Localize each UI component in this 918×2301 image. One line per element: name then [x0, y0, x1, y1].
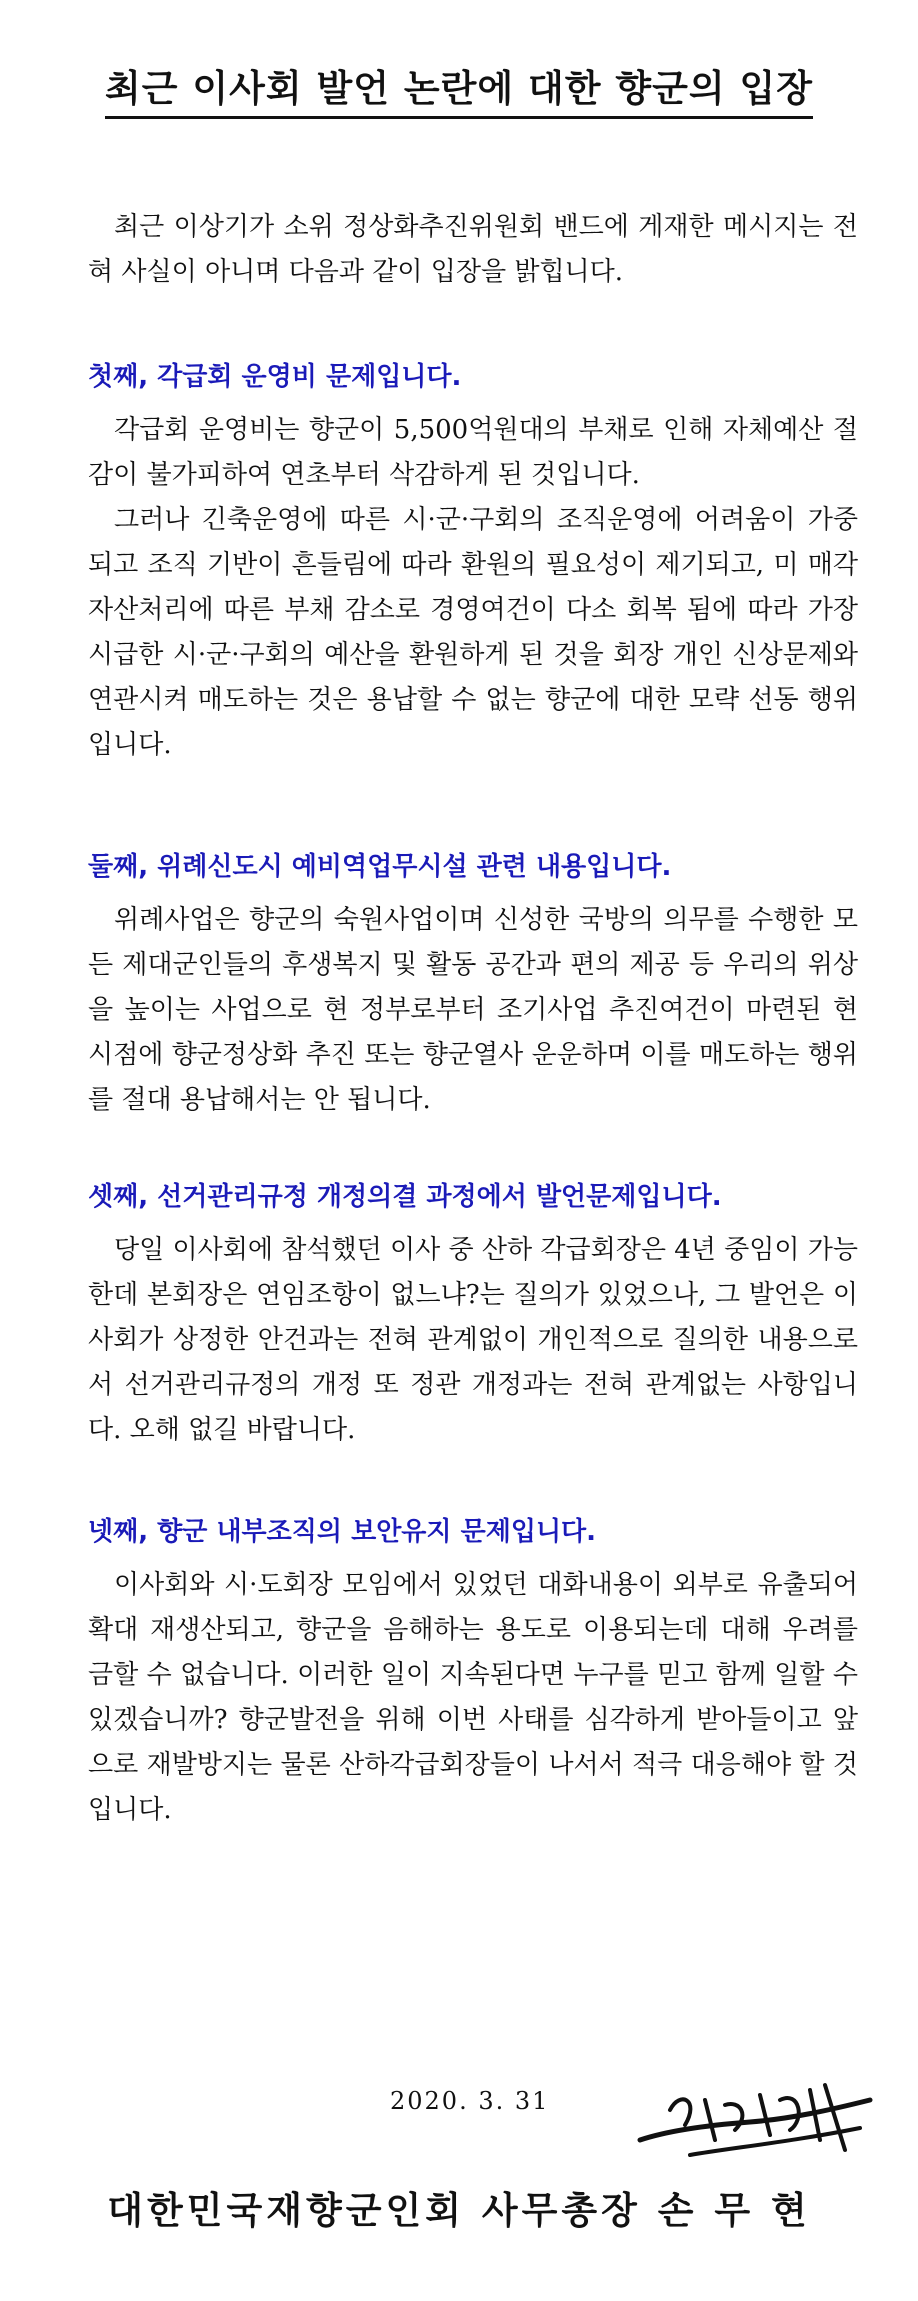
section-paragraph: 이사회와 시·도회장 모임에서 있었던 대화내용이 외부로 유출되어 확대 재생산되고, 향군을 음해하는 용도로 이용되는데 대해 우려를 금할 수 없습니다. 이러한 일이 지속된다면 누구를 믿고 함께 일할 수 있겠습니까? 향군발전을 위해 이번 사태를 심각하게 받아들이고 앞으로 재발방지는 물론 산하각급회장들이 나서서 적극 대응해야 할 것입니다.: [88, 1570, 858, 1825]
section-heading: 셋째, 선거관리규정 개정의결 과정에서 발언문제입니다.: [88, 1182, 722, 1212]
section-2: [88, 845, 858, 1123]
section-1: [88, 355, 858, 768]
document-date: 2020. 3. 31: [390, 2087, 550, 2115]
section-heading: 둘째, 위례신도시 예비역업무시설 관련 내용입니다.: [88, 852, 672, 882]
section-heading: 넷째, 향군 내부조직의 보안유지 문제입니다.: [88, 1517, 597, 1547]
section-paragraph: 각급회 운영비는 향군이 5,500억원대의 부채로 인해 자체예산 절감이 불가피하여 연초부터 삭감하게 된 것입니다.: [88, 415, 858, 490]
handwritten-signature-icon: [630, 2070, 880, 2180]
intro-paragraph: 최근 이상기가 소위 정상화추진위원회 밴드에 게재한 메시지는 전혀 사실이 아니며 다음과 같이 입장을 밝힙니다.: [88, 212, 858, 287]
section-paragraph: 그러나 긴축운영에 따른 시·군·구회의 조직운영에 어려움이 가중되고 조직 기반이 흔들림에 따라 환원의 필요성이 제기되고, 미 매각 자산처리에 따른 부채 감소로 경영여건이 다소 회복 됨에 따라 가장 시급한 시·군·구회의 예산을 환원하게 된 것을 회장 개인 신상문제와 연관시켜 매도하는 것은 용납할 수 없는 향군에 대한 모략 선동 행위입니다.: [88, 505, 858, 760]
signer-line: 대한민국재향군인회 사무총장 손 무 현: [107, 2189, 811, 2232]
section-paragraph: 당일 이사회에 참석했던 이사 중 산하 각급회장은 4년 중임이 가능한데 본회장은 연임조항이 없느냐?는 질의가 있었으나, 그 발언은 이사회가 상정한 안건과는 전혀 관계없이 개인적으로 질의한 내용으로서 선거관리규정의 개정 또 정관 개정과는 전혀 관계없는 사항입니다. 오해 없길 바랍니다.: [88, 1235, 858, 1445]
intro-block: [88, 205, 858, 295]
section-4: [88, 1510, 858, 1833]
section-3: [88, 1175, 858, 1453]
document-title: 최근 이사회 발언 논란에 대한 향군의 입장: [0, 58, 918, 112]
section-heading: 첫째, 각급회 운영비 문제입니다.: [88, 362, 462, 392]
section-paragraph: 위례사업은 향군의 숙원사업이며 신성한 국방의 의무를 수행한 모든 제대군인들의 후생복지 및 활동 공간과 편의 제공 등 우리의 위상을 높이는 사업으로 현 정부로부터 조기사업 추진여건이 마련된 현 시점에 향군정상화 추진 또는 향군열사 운운하며 이를 매도하는 행위를 절대 용납해서는 안 됩니다.: [88, 905, 858, 1115]
